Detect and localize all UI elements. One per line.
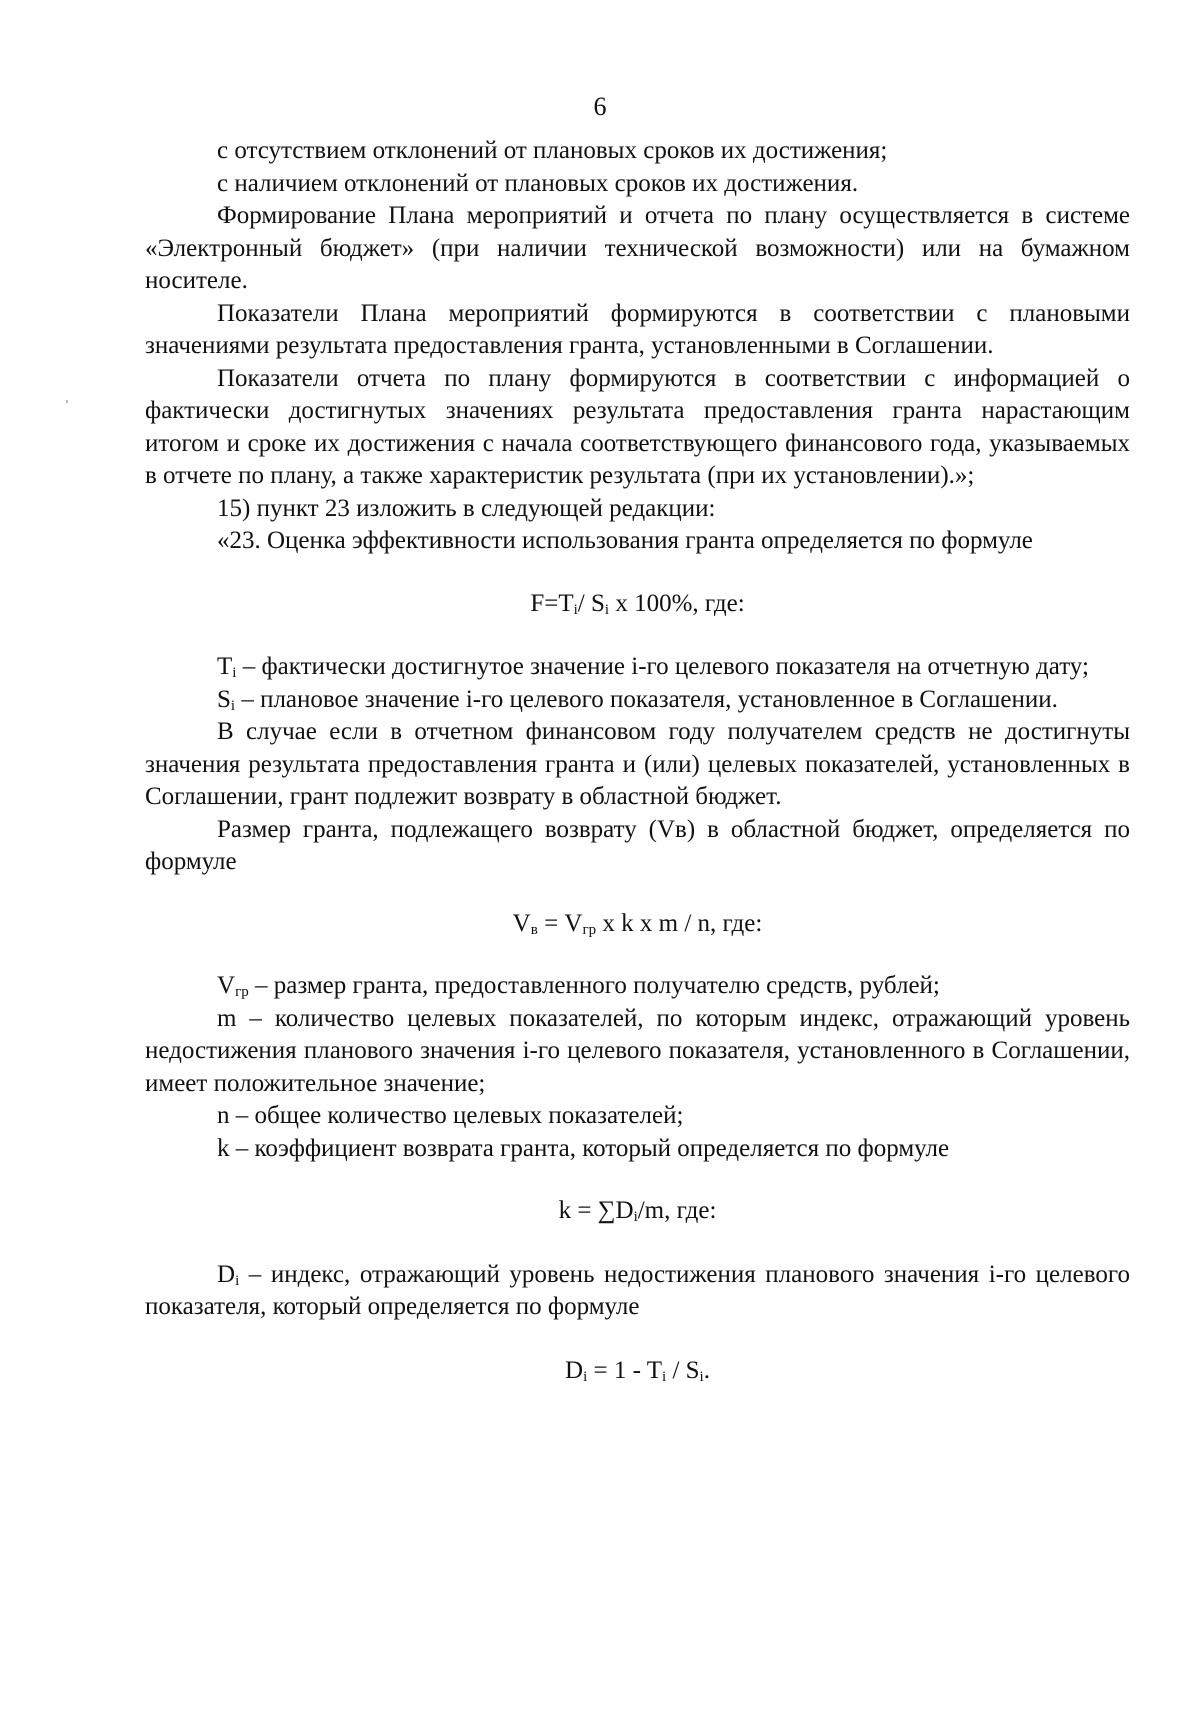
paragraph: 15) пункт 23 изложить в следующей редакции: <box>217 494 716 522</box>
page-number: 6 <box>593 92 607 121</box>
definition-d: $D_i$ – индекс, отражающий уровень недостижения планового значения i-го целевого показателя, который определяется по формуле <box>145 1260 1130 1320</box>
definition-t: $T_i$ – фактически достигнутое значение i-го целевого показателя на отчетную дату; <box>217 653 1089 681</box>
formula-efficiency: $F=T_i/$ $S_i$ x 100%, где: <box>530 589 745 618</box>
definition-m: m – количество целевых показателей, по которым индекс, отражающий уровень недостижения планового значения i-го целевого показателя, установленного в Соглашении, имеет положительное значение; <box>145 1004 1130 1097</box>
formula-coefficient: $k = \sum D_i/m$, где: <box>558 1197 717 1225</box>
paragraph: с отсутствием отклонений от плановых сроков их достижения; <box>217 137 888 164</box>
definition-k: k – коэффициент возврата гранта, который определяется по формуле <box>217 1134 950 1162</box>
paragraph: Показатели отчета по плану формируются в соответствии с информацией о фактически достигнутых значениях результата предоставления гранта нарастающим итогом и сроке их достижения с начала соответствующего финансового года, указываемых в отчете по плану, а также характеристик результата (при их установлении).»; <box>145 364 1130 489</box>
formula-refund-amount: $V_в = V_{гр}$ x k x m / n, где: <box>512 909 763 938</box>
formula-index: $D_i = 1 - T_i / S_i$. <box>565 1356 710 1385</box>
definition-n: n – общее количество целевых показателей; <box>217 1102 684 1129</box>
definition-vgr: $V_{гр}$ – размер гранта, предоставленного получателю средств, рублей; <box>217 972 940 1000</box>
paragraph: Показатели Плана мероприятий формируются в соответствии с плановыми значениями результата предоставления гранта, установленными в Соглашении. <box>145 299 1130 359</box>
paragraph: «23. Оценка эффективности использования гранта определяется по формуле <box>217 527 1033 554</box>
paragraph: Размер гранта, подлежащего возврату (Vв) в областной бюджет, определяется по формуле <box>145 815 1130 875</box>
paragraph: Формирование Плана мероприятий и отчета по плану осуществляется в системе «Электронный бюджет» (при наличии технической возможности) или на бумажном носителе. <box>145 202 1130 294</box>
definition-s: $S_i$ – плановое значение i-го целевого показателя, установленное в Соглашении. <box>217 685 1058 714</box>
paragraph: с наличием отклонений от плановых сроков их достижения. <box>217 169 859 197</box>
scan-speck <box>66 400 68 403</box>
paragraph: В случае если в отчетном финансовом году получателем средств не достигнуты значения результата предоставления гранта и (или) целевых показателей, установленных в Соглашении, грант подлежит возврату в областной бюджет. <box>145 718 1130 810</box>
document-body <box>145 135 1130 1387</box>
